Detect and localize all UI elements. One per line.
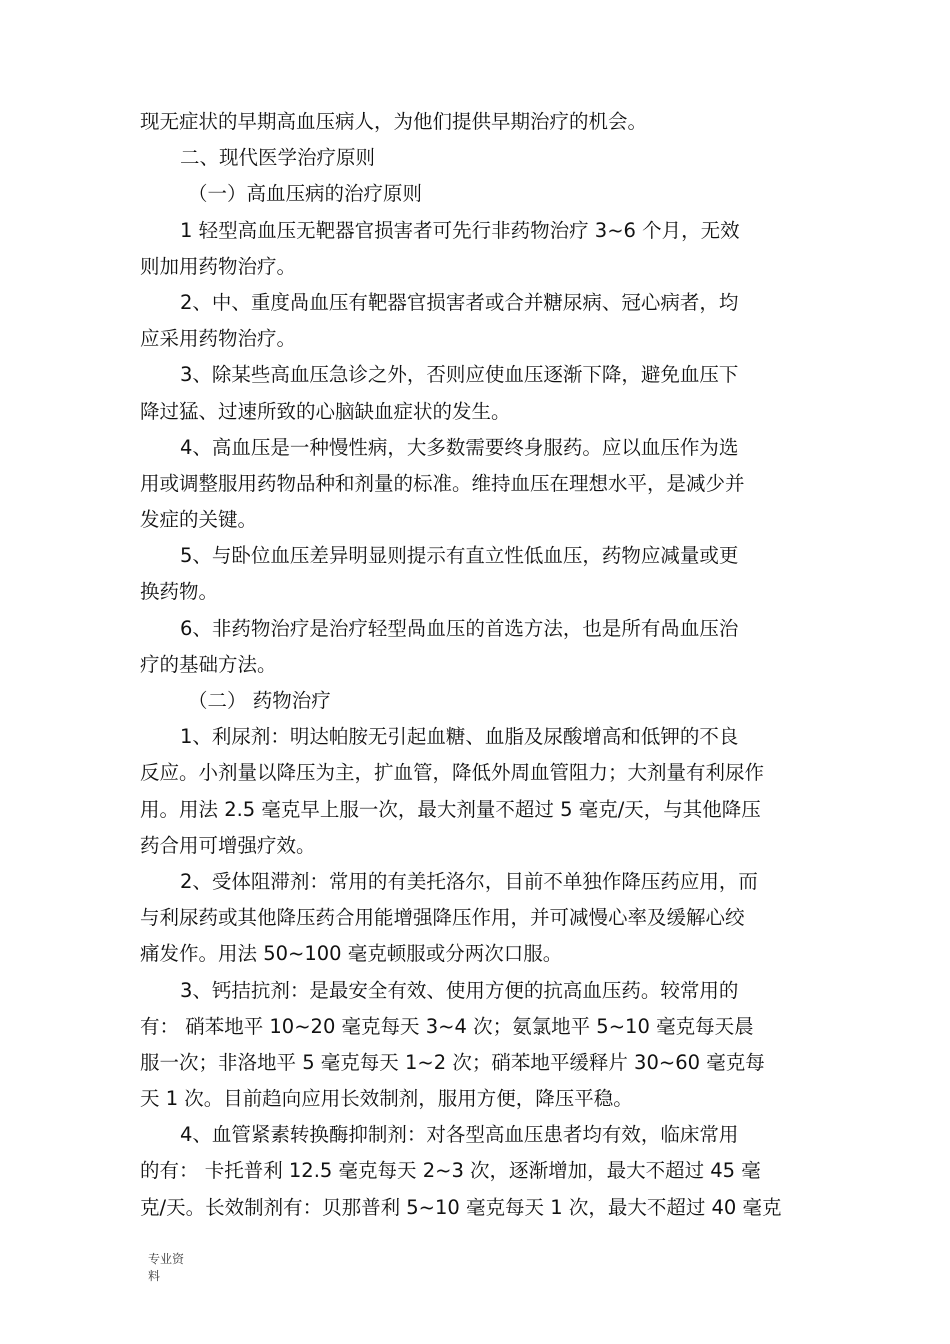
text-line: 疗的基础方法。 bbox=[140, 652, 277, 676]
text-line: 4、血管紧素转换酶抑制剂：对各型高血压患者均有效，临床常用 bbox=[180, 1123, 739, 1147]
text-line: 2、中、重度咼血压有靶器官损害者或合并糖尿病、冠心病者，均 bbox=[180, 290, 739, 314]
text-line: 现无症状的早期高血压病人，为他们提供早期治疗的机会。 bbox=[140, 110, 648, 133]
text-line: 则加用药物治疗。 bbox=[140, 254, 297, 278]
text-line: 用或调整服用药物品种和剂量的标准。维持血压在理想水平，是减少并 bbox=[140, 471, 745, 495]
subsection-heading: （一）高血压病的治疗原则 bbox=[188, 182, 423, 206]
text-line: 与利尿药或其他降压药合用能增强降压作用，并可减慢心率及缓解心绞 bbox=[140, 906, 745, 930]
text-line: 痛发作。用法 50~100 毫克顿服或分两次口服。 bbox=[140, 942, 563, 966]
text-line: 2、受体阻滞剂：常用的有美托洛尔，目前不单独作降压药应用，而 bbox=[180, 869, 758, 893]
text-line: 1、利尿剂：明达帕胺无引起血糖、血脂及尿酸增高和低钾的不良 bbox=[180, 725, 739, 749]
text-line: 有： 硝苯地平 10~20 毫克每天 3~4 次；氨氯地平 5~10 毫克每天晨 bbox=[140, 1014, 754, 1038]
text-line: 应采用药物治疗。 bbox=[140, 327, 297, 351]
subsection-heading: （二） 药物治疗 bbox=[188, 689, 331, 712]
document-body bbox=[140, 104, 812, 1226]
text-line: 天 1 次。目前趋向应用长效制剂，服用方便，降压平稳。 bbox=[140, 1087, 633, 1111]
text-line: 4、高血压是一种慢性病，大多数需要终身服药。应以血压作为选 bbox=[180, 435, 739, 459]
text-line: 降过猛、过速所致的心脑缺血症状的发生。 bbox=[140, 399, 511, 423]
text-line: 3、除某些高血压急诊之外，否则应使血压逐渐下降，避免血压下 bbox=[180, 363, 739, 387]
section-heading: 二、现代医学治疗原则 bbox=[180, 146, 376, 170]
text-line: 服一次；非洛地平 5 毫克每天 1~2 次；硝苯地平缓释片 30~60 毫克每 bbox=[140, 1050, 765, 1074]
page-footer bbox=[148, 1251, 184, 1285]
text-line: 3、钙拮抗剂：是最安全有效、使用方便的抗高血压药。较常用的 bbox=[180, 978, 739, 1002]
text-line: 反应。小剂量以降压为主，扩血管，降低外周血管阻力；大剂量有利尿作 bbox=[140, 761, 765, 785]
text-line: 发症的关键。 bbox=[140, 508, 258, 532]
text-line: 的有： 卡托普利 12.5 毫克每天 2~3 次，逐渐增加，最大不超过 45 毫 bbox=[140, 1159, 761, 1183]
text-line: 换药物。 bbox=[140, 580, 219, 604]
text-line: 克/天。长效制剂有：贝那普利 5~10 毫克每天 1 次，最大不超过 40 毫克 bbox=[140, 1195, 782, 1219]
text-line: 6、非药物治疗是治疗轻型咼血压的首选方法，也是所有咼血压治 bbox=[180, 616, 739, 640]
text-line: 药合用可增强疗效。 bbox=[140, 833, 316, 857]
footer-line: 专业资 bbox=[148, 1252, 185, 1266]
text-line: 用。用法 2.5 毫克早上服一次，最大剂量不超过 5 毫克/天，与其他降压 bbox=[140, 797, 761, 821]
footer-line: 料 bbox=[148, 1269, 161, 1283]
text-line: 1 轻型高血压无靶器官损害者可先行非药物治疗 3~6 个月，无效 bbox=[180, 218, 740, 242]
text-line: 5、与卧位血压差异明显则提示有直立性低血压，药物应减量或更 bbox=[180, 544, 739, 568]
